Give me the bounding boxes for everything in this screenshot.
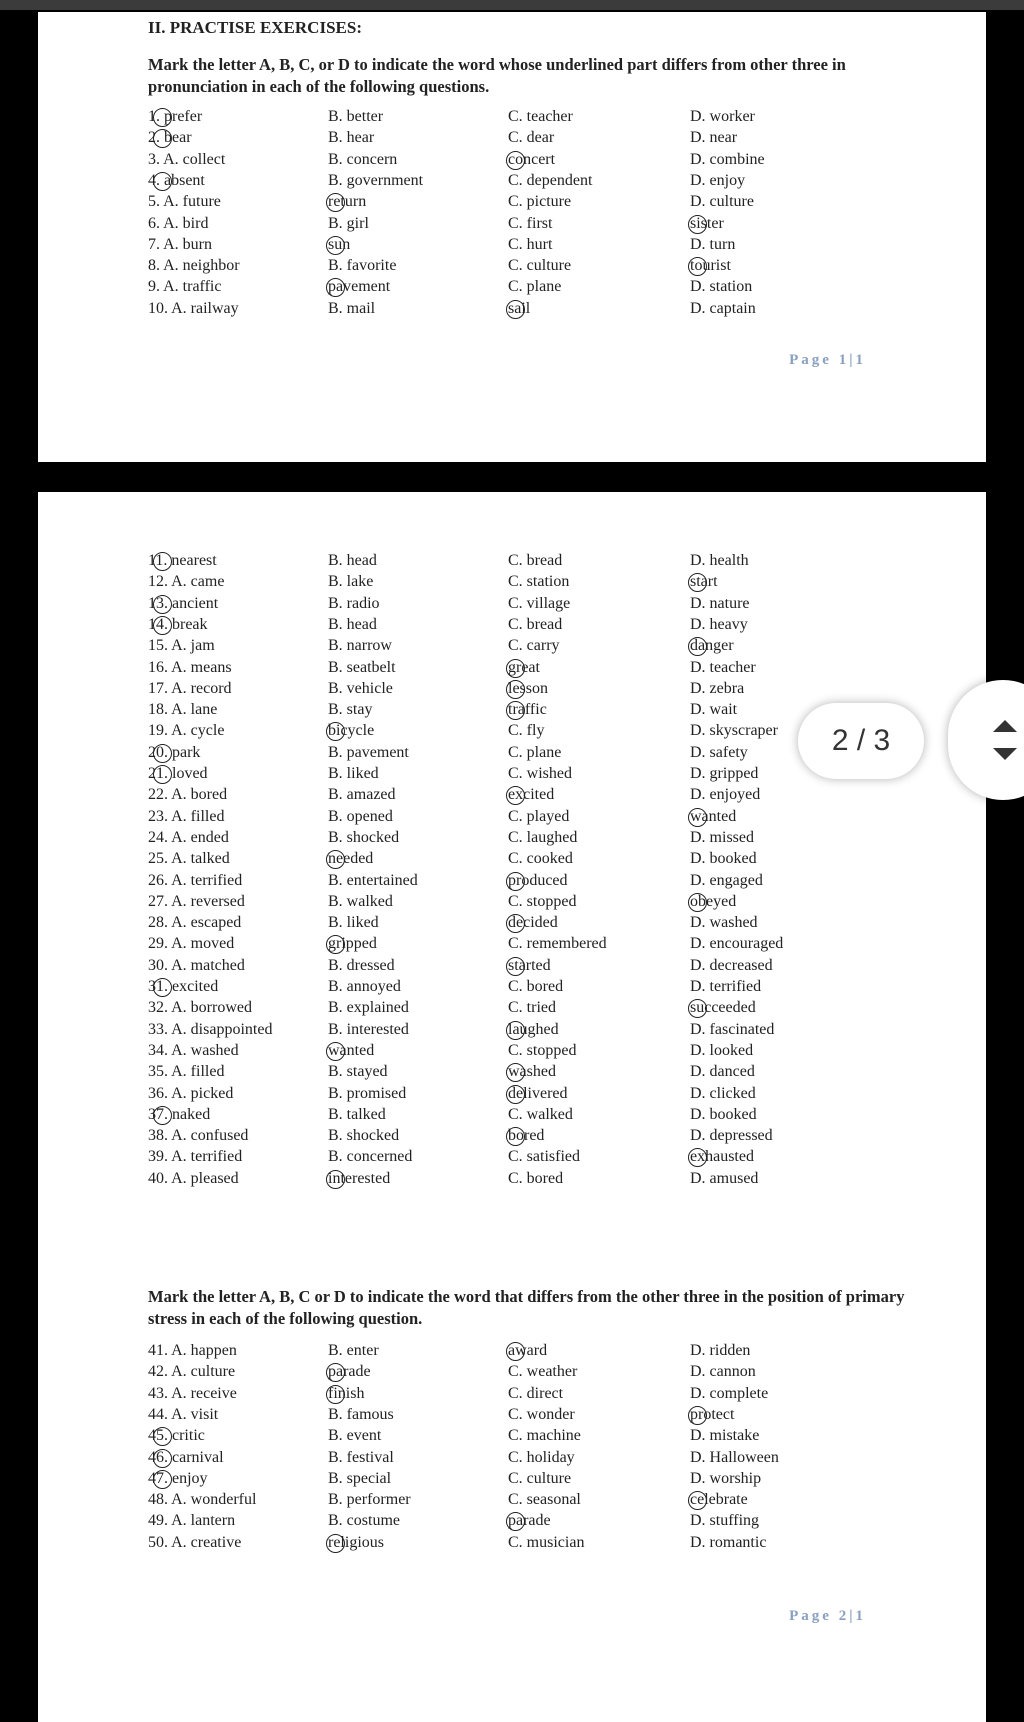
option-b: B. liked bbox=[328, 914, 379, 932]
option-d: D. enjoy bbox=[690, 171, 746, 189]
question-row bbox=[148, 571, 908, 593]
option-d: danger bbox=[690, 635, 888, 657]
option-d: D. health bbox=[690, 552, 749, 569]
option-b: B. opened bbox=[328, 807, 393, 825]
option-c: C. holiday bbox=[508, 1448, 575, 1466]
question-row bbox=[148, 1019, 908, 1041]
option-d: D. booked bbox=[690, 1105, 757, 1123]
option-b: B. walked bbox=[328, 892, 393, 910]
option-a: 26. A. terrified bbox=[148, 871, 243, 889]
option-a: 37. naked bbox=[148, 1104, 328, 1126]
option-b: finish bbox=[328, 1383, 508, 1405]
option-a: 14. break bbox=[148, 614, 328, 636]
option-a: 33. A. disappointed bbox=[148, 1020, 273, 1038]
option-b: B. radio bbox=[328, 594, 380, 612]
option-c: washed bbox=[508, 1061, 690, 1083]
question-row bbox=[148, 213, 908, 235]
option-b: wanted bbox=[328, 1040, 508, 1062]
option-a: 22. A. bored bbox=[148, 786, 228, 804]
option-d: D. amused bbox=[690, 1169, 759, 1187]
option-a: 25. A. talked bbox=[148, 850, 230, 868]
option-c: C. wonder bbox=[508, 1405, 575, 1423]
option-c: great bbox=[508, 657, 690, 679]
question-row bbox=[148, 933, 908, 955]
option-a: 42. A. culture bbox=[148, 1363, 236, 1381]
question-row bbox=[148, 149, 908, 171]
option-a: 13. ancient bbox=[148, 593, 328, 615]
option-a: 41. A. happen bbox=[148, 1342, 237, 1359]
option-d: celebrate bbox=[690, 1489, 888, 1511]
option-d: D. mistake bbox=[690, 1427, 760, 1445]
option-d: D. teacher bbox=[690, 658, 756, 676]
option-d: wanted bbox=[690, 806, 888, 828]
question-row bbox=[148, 784, 908, 806]
option-b: B. seatbelt bbox=[328, 658, 396, 676]
option-d: D. near bbox=[690, 129, 738, 147]
question-row bbox=[148, 1168, 908, 1190]
option-c: decided bbox=[508, 912, 690, 934]
question-row bbox=[148, 912, 908, 934]
option-d: D. complete bbox=[690, 1384, 769, 1402]
option-d: D. decreased bbox=[690, 956, 773, 974]
question-row bbox=[148, 976, 908, 998]
question-row bbox=[148, 678, 908, 700]
option-a: 47. enjoy bbox=[148, 1468, 328, 1490]
question-row bbox=[148, 699, 908, 721]
option-c: C. picture bbox=[508, 193, 572, 211]
option-d: D. culture bbox=[690, 193, 754, 211]
option-d: D. turn bbox=[690, 235, 736, 253]
option-b: B. special bbox=[328, 1469, 392, 1487]
option-a: 43. A. receive bbox=[148, 1384, 237, 1402]
option-b: B. government bbox=[328, 171, 424, 189]
option-a: 19. A. cycle bbox=[148, 722, 225, 740]
question-row bbox=[148, 848, 908, 870]
option-c: laughed bbox=[508, 1019, 690, 1041]
option-c: started bbox=[508, 955, 690, 977]
option-c: C. machine bbox=[508, 1427, 581, 1445]
option-b: return bbox=[328, 191, 508, 213]
option-b: B. dressed bbox=[328, 956, 395, 974]
option-d: D. combine bbox=[690, 150, 765, 168]
option-b: B. vehicle bbox=[328, 679, 393, 697]
option-c: C. culture bbox=[508, 257, 572, 275]
option-d: D. missed bbox=[690, 828, 754, 846]
option-b: B. girl bbox=[328, 214, 369, 232]
option-b: B. concerned bbox=[328, 1148, 413, 1166]
option-c: C. direct bbox=[508, 1384, 564, 1402]
option-b: B. promised bbox=[328, 1084, 407, 1102]
option-c: C. first bbox=[508, 214, 553, 232]
option-c: C. stopped bbox=[508, 1041, 577, 1059]
option-c: C. bored bbox=[508, 978, 564, 995]
option-d: D. wait bbox=[690, 701, 738, 719]
option-c: C. seasonal bbox=[508, 1491, 581, 1509]
option-b: B. mail bbox=[328, 299, 376, 317]
option-b: B. festival bbox=[328, 1448, 394, 1466]
question-row bbox=[148, 255, 908, 277]
option-a: 12. A. came bbox=[148, 573, 225, 591]
option-d: D. stuffing bbox=[690, 1512, 760, 1530]
option-a: 34. A. washed bbox=[148, 1041, 239, 1059]
option-d: D. captain bbox=[690, 299, 756, 317]
option-c: C. played bbox=[508, 807, 570, 825]
question-row bbox=[148, 234, 908, 256]
option-c: C. culture bbox=[508, 1469, 572, 1487]
option-a: 9. A. traffic bbox=[148, 278, 222, 296]
page-footer: Page 2|1 bbox=[789, 1608, 866, 1624]
option-c: produced bbox=[508, 870, 690, 892]
option-b: B. stay bbox=[328, 701, 373, 719]
option-c: C. carry bbox=[508, 637, 560, 655]
option-c: C. satisfied bbox=[508, 1148, 580, 1166]
question-row bbox=[148, 127, 908, 149]
question-row bbox=[148, 657, 908, 679]
option-c: C. cooked bbox=[508, 850, 573, 868]
option-a: 10. A. railway bbox=[148, 299, 239, 317]
option-c: delivered bbox=[508, 1083, 690, 1105]
option-a: 4. absent bbox=[148, 170, 328, 192]
option-d: sister bbox=[690, 213, 888, 235]
option-b: B. favorite bbox=[328, 257, 397, 275]
option-d: D. station bbox=[690, 278, 753, 296]
option-a: 5. A. future bbox=[148, 193, 221, 211]
option-a: 21. loved bbox=[148, 763, 328, 785]
option-d: D. romantic bbox=[690, 1533, 767, 1551]
option-c: C. dear bbox=[508, 129, 555, 147]
option-c: bored bbox=[508, 1125, 690, 1147]
option-a: 46. carnival bbox=[148, 1447, 328, 1469]
option-c: C. walked bbox=[508, 1105, 573, 1123]
option-b: B. annoyed bbox=[328, 978, 401, 995]
option-c: excited bbox=[508, 784, 690, 806]
option-a: 32. A. borrowed bbox=[148, 999, 252, 1017]
option-b: B. lake bbox=[328, 573, 374, 591]
question-row bbox=[148, 1510, 908, 1532]
option-b: B. concern bbox=[328, 150, 398, 168]
question-row bbox=[148, 1489, 908, 1511]
option-c: C. remembered bbox=[508, 935, 607, 953]
option-c: concert bbox=[508, 149, 690, 171]
option-a: 27. A. reversed bbox=[148, 892, 245, 910]
option-d: D. clicked bbox=[690, 1084, 756, 1102]
option-b: B. costume bbox=[328, 1512, 400, 1530]
option-d: start bbox=[690, 571, 888, 593]
question-row bbox=[148, 1361, 908, 1383]
option-b: B. interested bbox=[328, 1020, 409, 1038]
option-a: 16. A. means bbox=[148, 658, 232, 676]
option-b: B. stayed bbox=[328, 1063, 388, 1081]
question-row bbox=[148, 1040, 908, 1062]
option-d: succeeded bbox=[690, 997, 888, 1019]
option-a: 23. A. filled bbox=[148, 807, 225, 825]
option-d: D. booked bbox=[690, 850, 757, 868]
option-d: D. worker bbox=[690, 108, 755, 125]
option-b: gripped bbox=[328, 933, 508, 955]
option-c: parade bbox=[508, 1510, 690, 1532]
option-a: 40. A. pleased bbox=[148, 1169, 239, 1187]
option-d: D. skyscraper bbox=[690, 722, 778, 740]
question-row bbox=[148, 635, 908, 657]
option-d: D. safety bbox=[690, 743, 748, 761]
option-d: D. engaged bbox=[690, 871, 763, 889]
question-row bbox=[148, 1340, 908, 1362]
question-row bbox=[148, 1404, 908, 1426]
question-row bbox=[148, 1104, 908, 1126]
option-b: B. head bbox=[328, 552, 377, 569]
option-c: C. musician bbox=[508, 1533, 585, 1551]
question-row bbox=[148, 742, 908, 764]
question-row bbox=[148, 1083, 908, 1105]
question-row bbox=[148, 191, 908, 213]
option-c: C. station bbox=[508, 573, 570, 591]
option-c: C. bread bbox=[508, 552, 563, 569]
option-d: D. heavy bbox=[690, 615, 748, 633]
option-b: B. shocked bbox=[328, 1127, 400, 1145]
page-indicator: 2 / 3 bbox=[798, 703, 924, 779]
option-a: 50. A. creative bbox=[148, 1533, 242, 1551]
option-d: D. danced bbox=[690, 1063, 755, 1081]
option-c: C. bread bbox=[508, 615, 563, 633]
option-d: D. ridden bbox=[690, 1342, 751, 1359]
option-c: C. bored bbox=[508, 1169, 564, 1187]
option-a: 28. A. escaped bbox=[148, 914, 242, 932]
question-row bbox=[148, 891, 908, 913]
document-page-1 bbox=[38, 12, 986, 462]
option-b: B. entertained bbox=[328, 871, 418, 889]
question-row bbox=[148, 1061, 908, 1083]
question-row bbox=[148, 106, 908, 128]
option-d: tourist bbox=[690, 255, 888, 277]
option-b: B. amazed bbox=[328, 786, 396, 804]
option-b: B. enter bbox=[328, 1342, 379, 1359]
option-d: D. cannon bbox=[690, 1363, 756, 1381]
option-a: 1. prefer bbox=[148, 106, 328, 128]
option-d: D. fascinated bbox=[690, 1020, 775, 1038]
option-d: D. nature bbox=[690, 594, 750, 612]
option-c: sail bbox=[508, 298, 690, 320]
option-b: B. famous bbox=[328, 1405, 394, 1423]
option-d: obeyed bbox=[690, 891, 888, 913]
option-d: exhausted bbox=[690, 1146, 888, 1168]
option-d: protect bbox=[690, 1404, 888, 1426]
option-a: 18. A. lane bbox=[148, 701, 218, 719]
option-a: 36. A. picked bbox=[148, 1084, 234, 1102]
option-d: D. worship bbox=[690, 1469, 762, 1487]
option-d: D. Halloween bbox=[690, 1448, 779, 1466]
option-d: D. depressed bbox=[690, 1127, 773, 1145]
option-b: B. liked bbox=[328, 765, 379, 782]
question-row bbox=[148, 170, 908, 192]
option-d: D. gripped bbox=[690, 765, 759, 782]
option-c: C. fly bbox=[508, 722, 545, 740]
question-row bbox=[148, 1125, 908, 1147]
question-row bbox=[148, 1383, 908, 1405]
option-c: C. plane bbox=[508, 278, 562, 296]
question-row bbox=[148, 955, 908, 977]
option-c: traffic bbox=[508, 699, 690, 721]
option-a: 35. A. filled bbox=[148, 1063, 225, 1081]
option-c: lesson bbox=[508, 678, 690, 700]
document-page-2 bbox=[38, 492, 986, 1722]
option-c: C. hurt bbox=[508, 235, 553, 253]
option-b: bicycle bbox=[328, 720, 508, 742]
option-a: 48. A. wonderful bbox=[148, 1491, 257, 1509]
option-b: needed bbox=[328, 848, 508, 870]
option-d: D. washed bbox=[690, 914, 758, 932]
question-row bbox=[148, 1146, 908, 1168]
option-b: B. narrow bbox=[328, 637, 392, 655]
question-row bbox=[148, 276, 908, 298]
question-row bbox=[148, 720, 908, 742]
option-c: C. tried bbox=[508, 999, 556, 1017]
question-row bbox=[148, 593, 908, 615]
option-b: B. performer bbox=[328, 1491, 411, 1509]
option-a: 38. A. confused bbox=[148, 1127, 249, 1145]
option-a: 20. park bbox=[148, 742, 328, 764]
option-b: B. event bbox=[328, 1427, 382, 1445]
top-toolbar-strip bbox=[0, 0, 1024, 10]
section-title: II. PRACTISE EXERCISES: bbox=[148, 18, 362, 37]
option-a: 3. A. collect bbox=[148, 150, 226, 168]
page-footer: Page 1|1 bbox=[789, 352, 866, 368]
option-a: 8. A. neighbor bbox=[148, 257, 240, 275]
option-a: 30. A. matched bbox=[148, 956, 245, 974]
option-a: 29. A. moved bbox=[148, 935, 235, 953]
option-b: religious bbox=[328, 1532, 508, 1554]
option-b: pavement bbox=[328, 276, 508, 298]
question-row bbox=[148, 1447, 908, 1469]
option-a: 15. A. jam bbox=[148, 637, 215, 655]
option-c: C. dependent bbox=[508, 171, 593, 189]
option-a: 44. A. visit bbox=[148, 1405, 219, 1423]
question-row bbox=[148, 870, 908, 892]
option-b: interested bbox=[328, 1168, 508, 1190]
option-b: B. better bbox=[328, 108, 384, 125]
option-c: C. wished bbox=[508, 765, 572, 782]
option-c: C. stopped bbox=[508, 892, 577, 910]
option-c: C. plane bbox=[508, 743, 562, 761]
question-row bbox=[148, 827, 908, 849]
up-down-arrows-icon bbox=[990, 718, 1020, 762]
question-row bbox=[148, 550, 908, 572]
question-row bbox=[148, 997, 908, 1019]
option-c: C. teacher bbox=[508, 108, 573, 125]
option-a: 49. A. lantern bbox=[148, 1512, 236, 1530]
option-c: C. weather bbox=[508, 1363, 578, 1381]
option-d: D. looked bbox=[690, 1041, 754, 1059]
option-b: B. pavement bbox=[328, 743, 409, 761]
option-b: B. head bbox=[328, 615, 377, 633]
question-row bbox=[148, 298, 908, 320]
question-row bbox=[148, 1468, 908, 1490]
option-b: B. explained bbox=[328, 999, 409, 1017]
option-a: 17. A. record bbox=[148, 679, 232, 697]
option-b: B. hear bbox=[328, 129, 375, 147]
option-c: award bbox=[508, 1340, 690, 1362]
question-row bbox=[148, 1425, 908, 1447]
option-a: 31. excited bbox=[148, 976, 328, 998]
question-row bbox=[148, 806, 908, 828]
option-c: C. village bbox=[508, 594, 571, 612]
option-b: B. shocked bbox=[328, 828, 400, 846]
option-a: 6. A. bird bbox=[148, 214, 209, 232]
option-a: 39. A. terrified bbox=[148, 1148, 243, 1166]
option-a: 24. A. ended bbox=[148, 828, 229, 846]
option-a: 45. critic bbox=[148, 1425, 328, 1447]
question-row bbox=[148, 763, 908, 785]
option-a: 2. bear bbox=[148, 127, 328, 149]
option-d: D. encouraged bbox=[690, 935, 784, 953]
option-a: 11. nearest bbox=[148, 550, 328, 572]
instruction-stress: Mark the letter A, B, C or D to indicate the word that differs from the other three in the position of primary stress in each of the following question. bbox=[148, 1287, 905, 1328]
option-b: parade bbox=[328, 1361, 508, 1383]
option-d: D. enjoyed bbox=[690, 786, 761, 804]
option-a: 7. A. burn bbox=[148, 235, 212, 253]
option-b: sun bbox=[328, 234, 508, 256]
question-row bbox=[148, 1532, 908, 1554]
instruction-pronunciation: Mark the letter A, B, C, or D to indicate the word whose underlined part differs from other three in pronunciation in each of the following questions. bbox=[148, 55, 846, 96]
option-d: D. zebra bbox=[690, 679, 745, 697]
option-d: D. terrified bbox=[690, 978, 762, 995]
option-b: B. talked bbox=[328, 1105, 386, 1123]
option-c: C. laughed bbox=[508, 828, 578, 846]
question-row bbox=[148, 614, 908, 636]
